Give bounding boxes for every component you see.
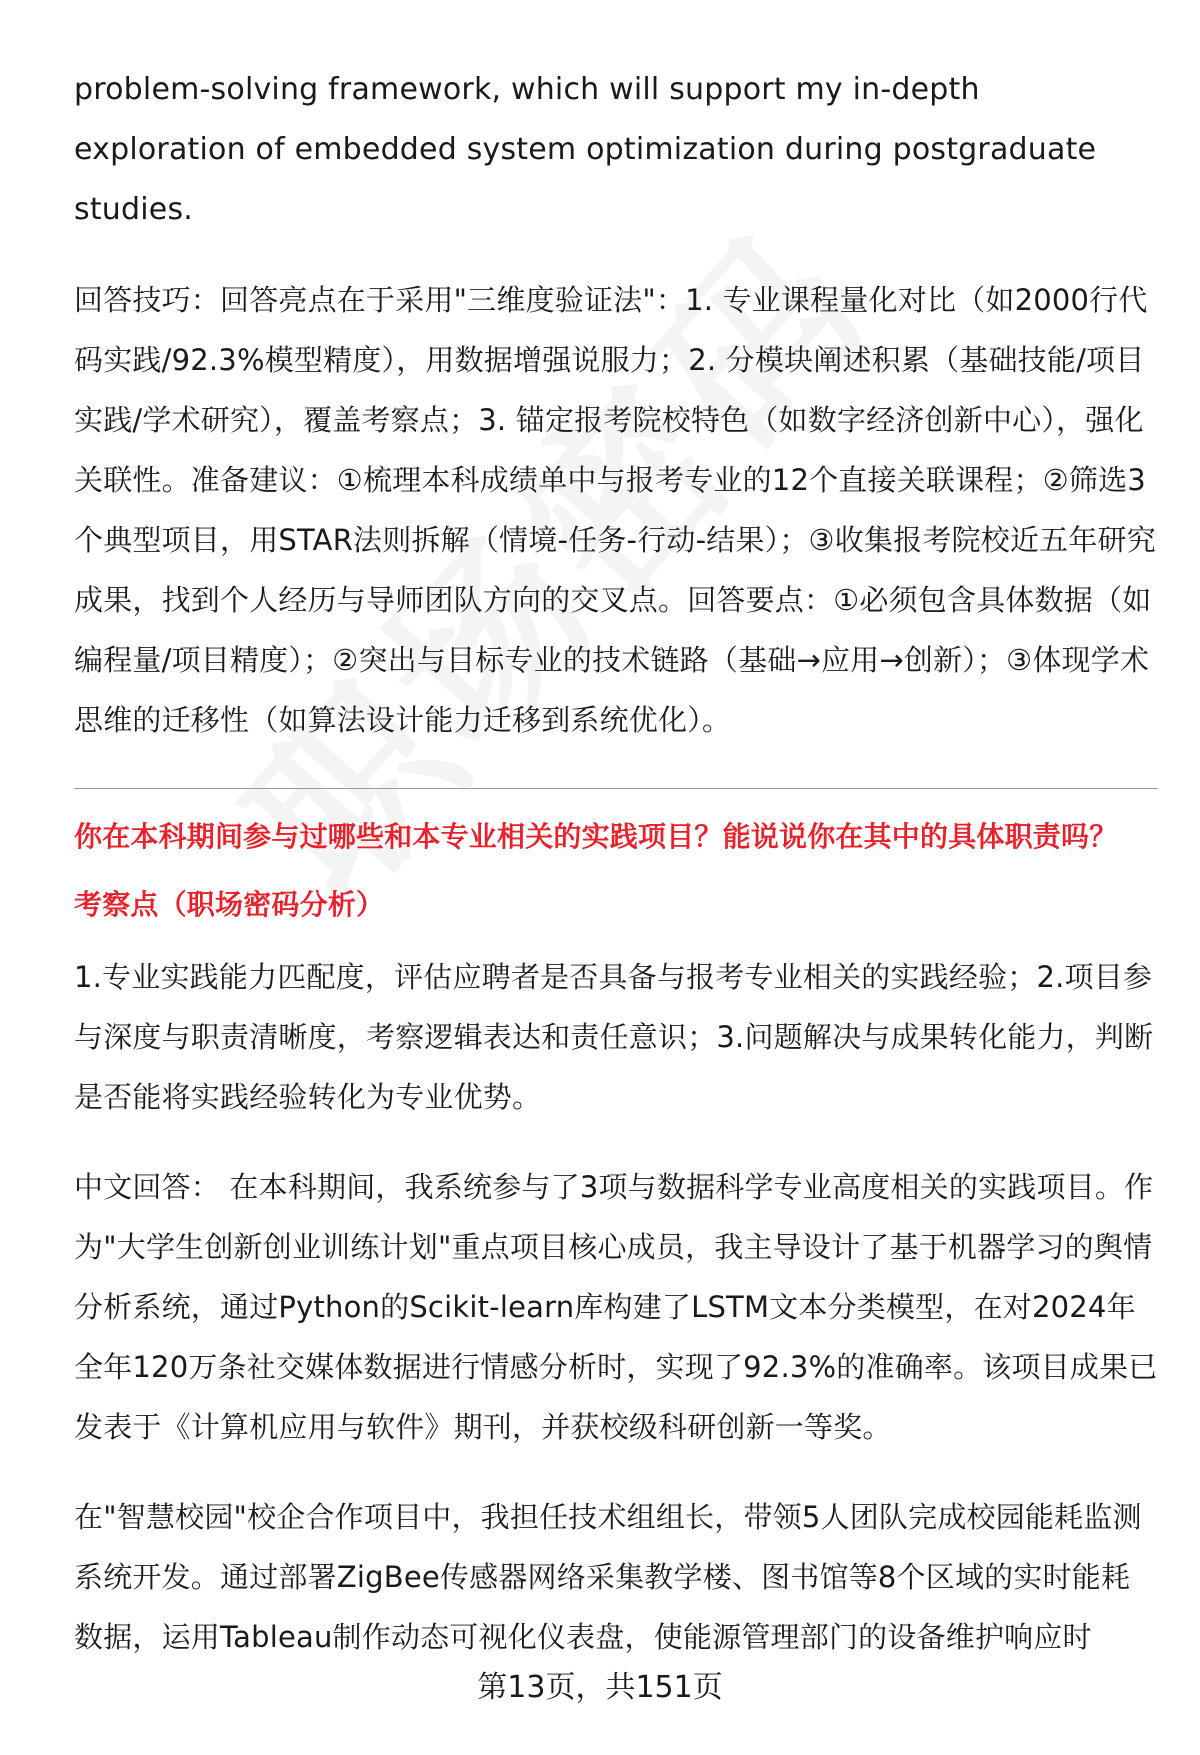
assessment-subheading: 考察点（职场密码分析）	[74, 888, 385, 921]
page-footer: 第13页，共151页	[477, 1670, 723, 1705]
intro-paragraph-en: problem-solving framework, which will support my in-depth exploration of embedded system optimization during postgraduate studies.	[74, 72, 1097, 227]
assessment-points-paragraph: 1.专业实践能力匹配度，评估应聘者是否具备与报考专业相关的实践经验；2.项目参与深度与职责清晰度，考察逻辑表达和责任意识；3.问题解决与成果转化能力，判断是否能将实践经验转化为专业优势。	[74, 960, 1154, 1114]
question-heading: 你在本科期间参与过哪些和本专业相关的实践项目？能说说你在其中的具体职责吗？	[74, 820, 1118, 853]
answer-paragraph-1: 中文回答： 在本科期间，我系统参与了3项与数据科学专业高度相关的实践项目。作为"大学生创新创业训练计划"重点项目核心成员，我主导设计了基于机器学习的舆情分析系统，通过Python的Scikit-learn库构建了LSTM文本分类模型，在对2024年全年120万条社交媒体数据进行情感分析时，实现了92.3%的准确率。该项目成果已发表于《计算机应用与软件》期刊，并获校级科研创新一等奖。	[74, 1170, 1158, 1444]
answer-tips-paragraph: 回答技巧：回答亮点在于采用"三维度验证法"：1. 专业课程量化对比（如2000行代码实践/92.3%模型精度），用数据增强说服力；2. 分模块阐述积累（基础技能/项目实践/学术研究），覆盖考察点；3. 锚定报考院校特色（如数字经济创新中心），强化关联性。准备建议：①梳理本科成绩单中与报考专业的12个直接关联课程；②筛选3个典型项目，用STAR法则拆解（情境-任务-行动-结果）；③收集报考院校近五年研究成果，找到个人经历与导师团队方向的交叉点。回答要点：①必须包含具体数据（如编程量/项目精度）；②突出与目标专业的技术链路（基础→应用→创新）；③体现学术思维的迁移性（如算法设计能力迁移到系统优化）。	[74, 283, 1156, 737]
answer-paragraph-2: 在"智慧校园"校企合作项目中，我担任技术组组长，带领5人团队完成校园能耗监测系统开发。通过部署ZigBee传感器网络采集教学楼、图书馆等8个区域的实时能耗数据，运用Tableau制作动态可视化仪表盘，使能源管理部门的设备维护响应时	[74, 1500, 1142, 1654]
document-page	[74, 60, 1158, 1667]
section-divider	[74, 788, 1158, 789]
